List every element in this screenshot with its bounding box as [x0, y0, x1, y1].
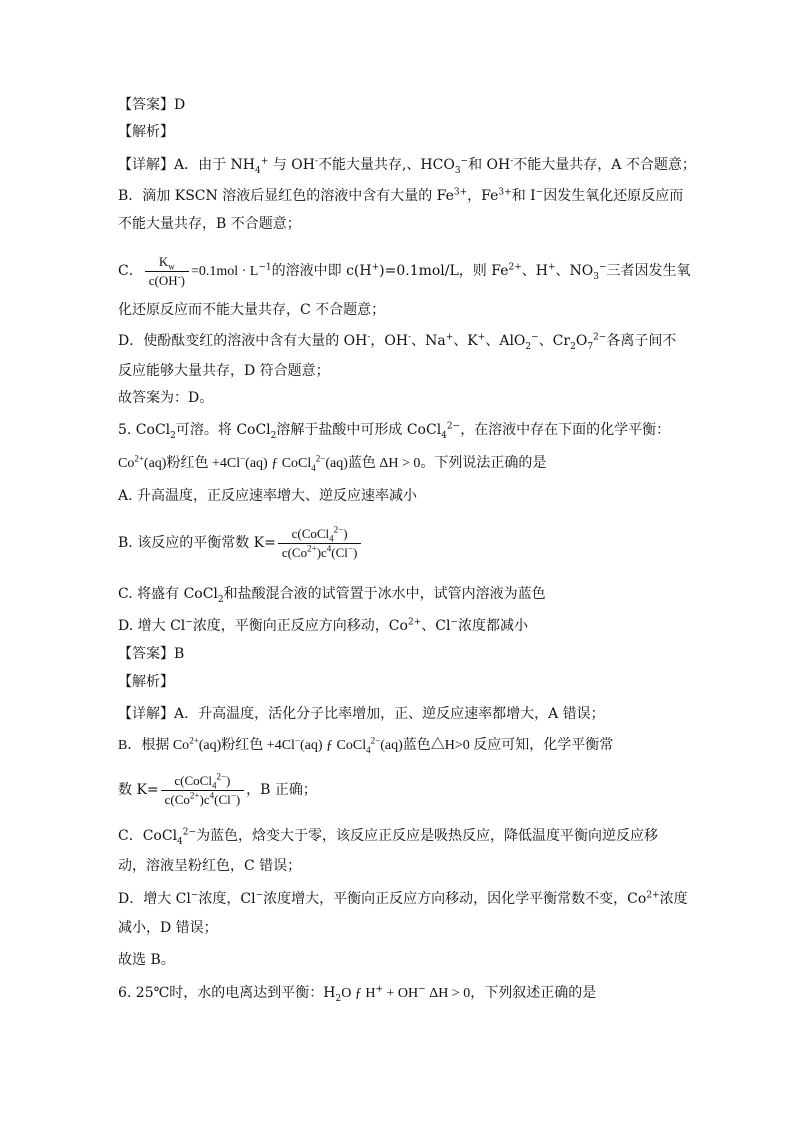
q4-option-c-explanation-1: C． $\frac{K_w}{c(OH^-)}$ $=0.1mol \cdot L^{-1}$的溶液中即 c(H+)=0.1mol/L，则 $Fe^{2+}$、H+、$NO_3^-$三者因发生氧: [118, 253, 691, 288]
q5-option-d: D. 增大 Cl−浓度，平衡向正反应方向移动，$Co^{2+}$、Cl−浓度都减小: [118, 617, 528, 634]
q4-conclusion: 故答案为：D。: [118, 390, 214, 406]
q5-explanation-d-2: 减小，D 错误；: [118, 920, 218, 936]
q4-analysis-label: 【解析】: [118, 124, 174, 140]
q5-analysis-label: 【解析】: [118, 674, 174, 690]
q4-option-c-explanation-2: 化还原反应而不能大量共存，C 不合题意；: [118, 302, 386, 318]
q5-option-b: B. 该反应的平衡常数 K= $\frac{c(CoCl_4^{2-})}{c(Co^{2+})c^4(Cl^-)}$: [118, 521, 684, 565]
q5-option-c: C. 将盛有 CoCl$_2$和盐酸混合液的试管置于冰水中，试管内溶液为蓝色: [118, 586, 546, 605]
q6-stem: 6. 25℃时，水的电离达到平衡：$H_2O$ ƒ H+ + OH− ΔH > 0，下列叙述正确的是: [118, 984, 597, 1004]
q5-explanation-d-1: D．增大 Cl−浓度，Cl−浓度增大，平衡向正反应方向移动，因化学平衡常数不变，$Co^{2+}$浓度: [118, 890, 688, 907]
q5-stem-line-1: 5. CoCl$_2$可溶。将 CoCl$_2$溶解于盐酸中可形成 CoCl$_4^{2-}$，在溶液中存在下面的化学平衡：: [118, 421, 671, 441]
q4-option-d-explanation-2: 反应能够大量共存，D 符合题意；: [118, 363, 330, 379]
q5-explanation-c-1: C．CoCl$_4^{2-}$为蓝色，焓变大于零，该反应正反应是吸热反应，降低温度平衡向逆反应移: [118, 827, 659, 847]
q4-answer: 【答案】D: [118, 97, 186, 113]
q5-explanation-b-1: B．根据 $Co^{2+}(aq)$粉红色 +4Cl−(aq) ƒ CoCl$_4^{2-}$(aq)蓝色△H>0 反应可知，化学平衡常: [118, 735, 614, 755]
q4-option-a-explanation: 【详解】A．由于 $NH_4^+$ 与 OH-不能大量共存,、$HCO_3^-$和 OH-不能大量共存，A 不合题意；: [118, 156, 696, 176]
q5-conclusion: 故选 B。: [118, 952, 175, 968]
q5-equilibrium-equation: $Co^{2+}(aq)$粉红色 +4Cl−(aq) ƒ CoCl$_4^{2-}$(aq)蓝色 ΔH > 0。下列说法正确的是: [118, 453, 547, 473]
kw-fraction: $\frac{K_w}{c(OH^-)}$: [145, 254, 189, 289]
equilibrium-constant-fraction: $\frac{c(CoCl_4^{2-})}{c(Co^{2+})c^4(Cl^-)}$: [278, 526, 362, 561]
q5-explanation-c-2: 动，溶液呈粉红色，C 错误；: [118, 858, 302, 874]
q4-option-b-explanation-1: B．滴加 KSCN 溶液后显红色的溶液中含有大量的 $Fe^{3+}$，$Fe^{3+}$和 I−因发生氧化还原反应而: [118, 187, 684, 204]
q5-explanation-b-2: 数 K= $\frac{c(CoCl_4^{2-})}{c(Co^{2+})c^4(Cl^-)}$ ，B 正确；: [118, 771, 317, 807]
equilibrium-constant-fraction-explanation: $\frac{c(CoCl_4^{2-})}{c(Co^{2+})c^4(Cl^-)}$: [161, 773, 245, 808]
q4-option-b-explanation-2: 不能大量共存，B 不合题意；: [118, 216, 301, 232]
q5-explanation-a: 【详解】A．升高温度，活化分子比率增加，正、逆反应速率都增大，A 错误；: [118, 706, 605, 722]
q5-answer: 【答案】B: [118, 646, 185, 662]
q4-option-d-explanation-1: D．使酚酞变红的溶液中含有大量的 OH-，OH-、Na+、K+、AlO$_2$−、$Cr_2O_7^{2-}$各离子间不: [118, 332, 677, 352]
q5-option-a: A. 升高温度，正反应速率增大、逆反应速率减小: [118, 488, 418, 504]
